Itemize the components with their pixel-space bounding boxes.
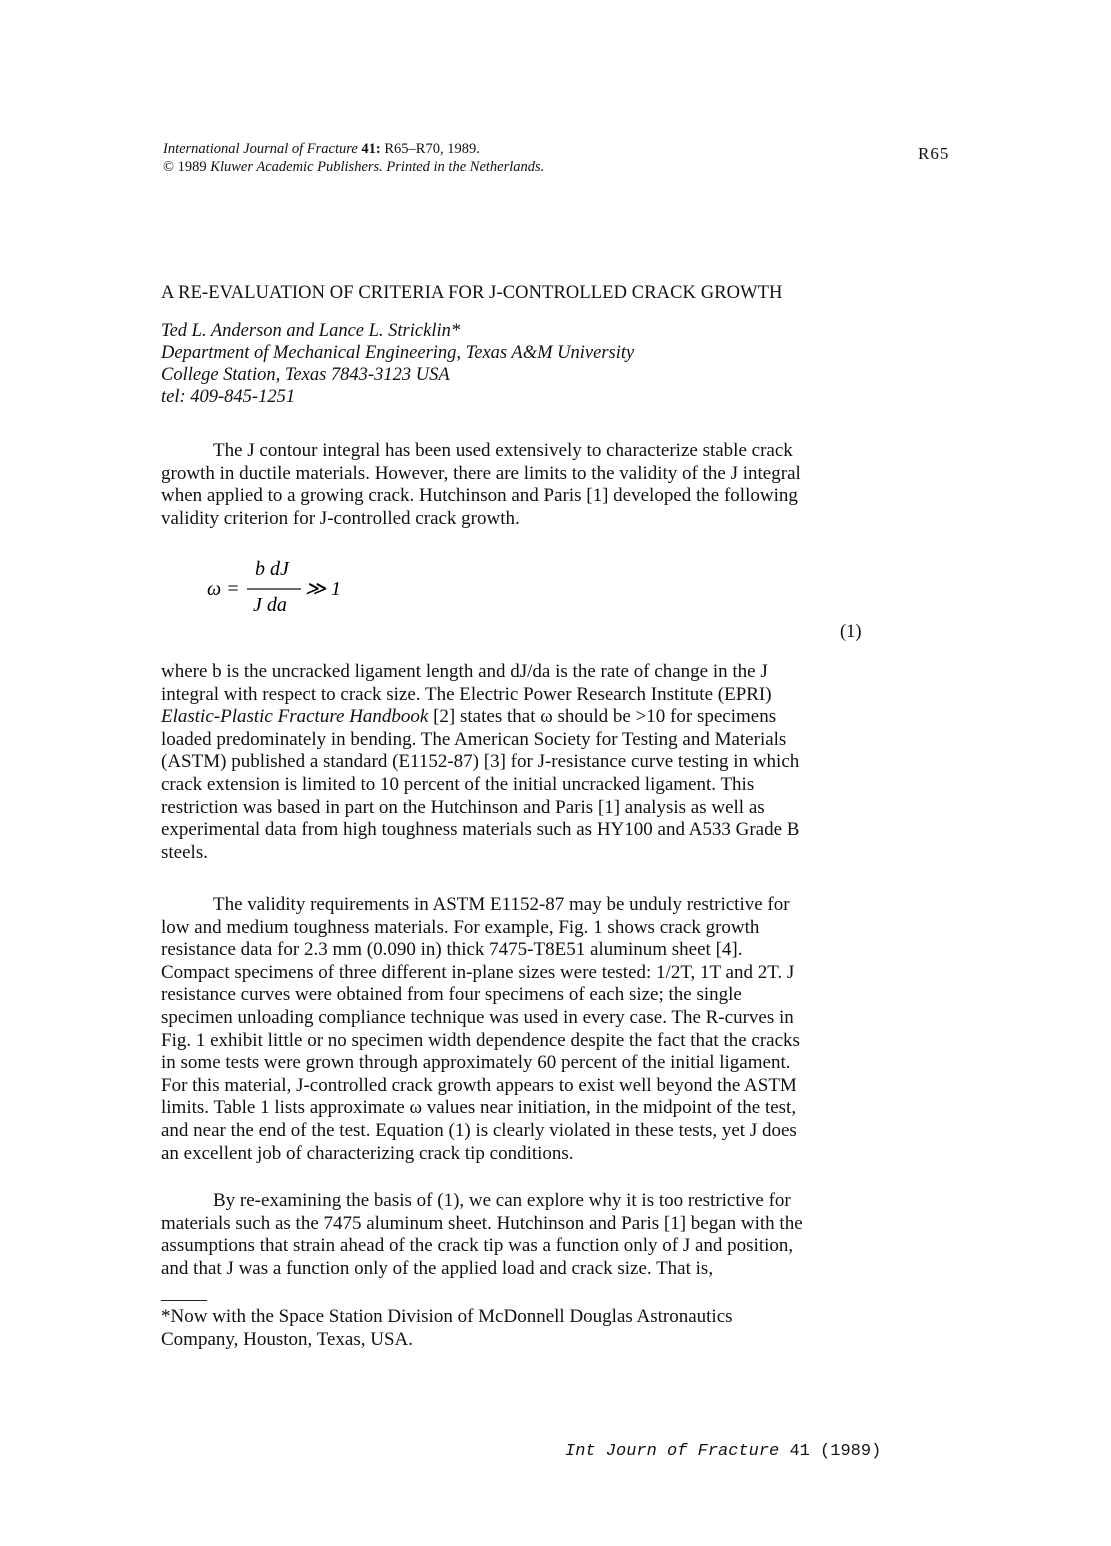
footnote-rule: [161, 1300, 207, 1301]
journal-pages-year: R65–R70, 1989.: [380, 141, 480, 157]
equation-lhs: ω =: [207, 578, 240, 600]
affiliation-phone: tel: 409-845-1251: [161, 387, 296, 407]
citation-line: [163, 140, 544, 158]
copyright-line: [163, 158, 544, 176]
equation-denominator: J da: [253, 594, 287, 615]
journal-name: International Journal of Fracture: [163, 141, 358, 157]
footnote: *Now with the Space Station Division of McDonnell Douglas Astronautics Company, Houston, Texas, USA.: [161, 1306, 733, 1350]
paragraph-2-line-3: [2] states that ω should be >10 for specimens: [428, 706, 777, 728]
footer-journal: Int Journ of Fracture: [565, 1442, 780, 1461]
paragraph-1: [161, 440, 931, 530]
paragraph-2-line-1: where b is the uncracked ligament length and dJ/da is the rate of change in the J: [161, 661, 768, 682]
journal-volume: 41:: [361, 141, 381, 157]
equation-numerator: b dJ: [255, 558, 289, 580]
author-block: [161, 320, 634, 408]
paragraph-3-text: The validity requirements in ASTM E1152-87 may be unduly restrictive for low and medium toughness materials. For example, Fig. 1 shows crack growth resistance data for 2.3 mm (0.090 in) thick 7475-T8E51 aluminum sheet [4]. Compact specimens of three different in-plane sizes were tested: 1/2T, 1T and 2T. J resistance curves were obtained from four specimens of each size; the single specimen unloading compliance technique was used in every case. The R-curves in Fig. 1 exhibit little or no specimen width dependence despite the fact that the cracks in some tests were grown through approximately 60 percent of the initial ligament. For this material, J-controlled crack growth appears to exist well beyond the ASTM limits. Table 1 lists approximate ω values near initiation, in the midpoint of the test, and near the end of the test. Equation (1) is clearly violated in these tests, yet J does an excellent job of characterizing crack tip conditions.: [161, 894, 800, 1164]
equation-relation: ≫ 1: [305, 578, 341, 600]
equation-1: [207, 555, 387, 615]
footer-volume-year: 41 (1989): [779, 1442, 882, 1461]
equation-number: (1): [840, 622, 862, 642]
journal-footer: [565, 1442, 881, 1461]
article-title: A RE-EVALUATION OF CRITERIA FOR J-CONTROLLED CRACK GROWTH: [161, 283, 783, 303]
paragraph-1-text: The J contour integral has been used extensively to characterize stable crack growth in ductile materials. However, there are limits to the validity of the J integral when applied to a growing crack. Hutchinson and Paris [1] developed the following validity criterion for J-controlled crack growth.: [161, 440, 801, 529]
running-header: [163, 140, 544, 176]
paragraph-2: [161, 661, 931, 864]
copyright-year: © 1989: [163, 159, 207, 175]
paragraph-4: [161, 1190, 931, 1280]
paragraph-2-rest: loaded predominately in bending. The American Society for Testing and Materials (ASTM) published a standard (E1152-87) [3] for J-resistance curve testing in which crack extension is limited to 10 percent of the initial uncracked ligament. This restriction was based in part on the Hutchinson and Paris [1] analysis as well as experimental data from high toughness materials such as HY100 and A533 Grade B steels.: [161, 728, 800, 863]
affiliation-department: Department of Mechanical Engineering, Texas A&M University: [161, 343, 635, 363]
authors: Ted L. Anderson and Lance L. Stricklin*: [161, 321, 461, 341]
paragraph-2-line-2: integral with respect to crack size. The Electric Power Research Institute (EPRI): [161, 683, 772, 705]
affiliation-address: College Station, Texas 7843-3123 USA: [161, 365, 450, 385]
paragraph-3: [161, 894, 931, 1165]
paragraph-4-text: By re-examining the basis of (1), we can explore why it is too restrictive for materials such as the 7475 aluminum sheet. Hutchinson and Paris [1] began with the assumptions that strain ahead of the crack tip was a function only of J and position, and that J was a function only of the applied load and crack size. That is,: [161, 1190, 803, 1279]
page-number: R65: [918, 144, 950, 163]
publisher: Kluwer Academic Publishers. Printed in the Netherlands.: [210, 159, 545, 175]
handbook-title: Elastic-Plastic Fracture Handbook: [161, 706, 429, 728]
